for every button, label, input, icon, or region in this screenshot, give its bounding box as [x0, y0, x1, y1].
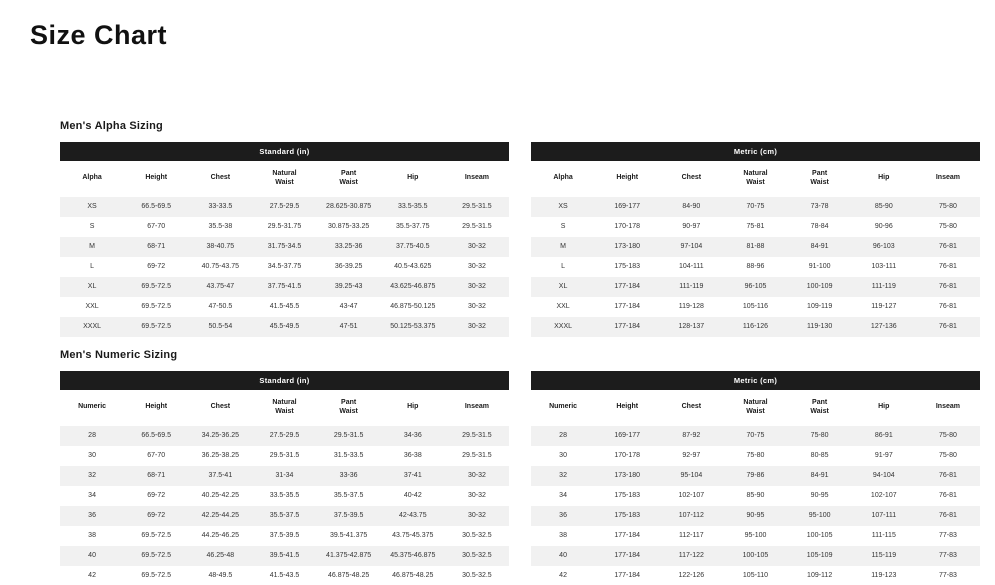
unit-header-label: Metric (cm) [531, 371, 980, 390]
measurement-cell: 116-126 [723, 317, 787, 337]
size-cell: 32 [60, 466, 124, 486]
measurement-cell: 90-97 [659, 217, 723, 237]
measurement-cell: 69-72 [124, 257, 188, 277]
measurement-cell: 177-184 [595, 277, 659, 297]
measurement-cell: 177-184 [595, 546, 659, 566]
measurement-cell: 45.5-49.5 [252, 317, 316, 337]
measurement-cell: 107-111 [852, 506, 916, 526]
table-row [531, 506, 980, 526]
measurement-cell: 37.5-39.5 [252, 526, 316, 546]
table-row [531, 426, 980, 446]
measurement-cell: 175-183 [595, 257, 659, 277]
measurement-cell: 69.5-72.5 [124, 277, 188, 297]
measurement-cell: 42-43.75 [381, 506, 445, 526]
measurement-cell: 105-109 [788, 546, 852, 566]
measurement-cell: 30-32 [445, 506, 509, 526]
table-row [531, 297, 980, 317]
measurement-cell: 104-111 [659, 257, 723, 277]
table-row [60, 466, 509, 486]
measurement-cell: 173-180 [595, 466, 659, 486]
measurement-cell: 105-116 [723, 297, 787, 317]
measurement-cell: 70-75 [723, 197, 787, 217]
table-metric-cm [531, 371, 980, 585]
measurement-cell: 40-42 [381, 486, 445, 506]
size-cell: XXL [531, 297, 595, 317]
size-cell: M [531, 237, 595, 257]
measurement-cell: 40.5-43.625 [381, 257, 445, 277]
table-row [60, 257, 509, 277]
table-standard-in [60, 142, 509, 337]
measurement-cell: 177-184 [595, 566, 659, 585]
column-header: Chest [188, 390, 252, 426]
measurement-cell: 76-81 [916, 257, 980, 277]
measurement-cell: 75-81 [723, 217, 787, 237]
measurement-cell: 75-80 [916, 426, 980, 446]
measurement-cell: 87-92 [659, 426, 723, 446]
measurement-cell: 90-96 [852, 217, 916, 237]
measurement-cell: 173-180 [595, 237, 659, 257]
measurement-cell: 103-111 [852, 257, 916, 277]
measurement-cell: 40.75-43.75 [188, 257, 252, 277]
table-row [531, 566, 980, 585]
measurement-cell: 177-184 [595, 297, 659, 317]
measurement-cell: 95-100 [723, 526, 787, 546]
measurement-cell: 86-91 [852, 426, 916, 446]
column-header: Numeric [531, 390, 595, 426]
measurement-cell: 31.75-34.5 [252, 237, 316, 257]
measurement-cell: 29.5-31.5 [445, 426, 509, 446]
table-row [60, 486, 509, 506]
size-cell: 28 [531, 426, 595, 446]
column-header: Inseam [445, 390, 509, 426]
size-table [531, 142, 980, 337]
measurement-cell: 36.25-38.25 [188, 446, 252, 466]
measurement-cell: 73-78 [788, 197, 852, 217]
measurement-cell: 80-85 [788, 446, 852, 466]
column-header-row [531, 390, 980, 426]
table-row [60, 446, 509, 466]
measurement-cell: 90-95 [723, 506, 787, 526]
measurement-cell: 96-105 [723, 277, 787, 297]
measurement-cell: 70-75 [723, 426, 787, 446]
measurement-cell: 30-32 [445, 317, 509, 337]
table-row [531, 217, 980, 237]
measurement-cell: 111-115 [852, 526, 916, 546]
column-header: Natural Waist [723, 390, 787, 426]
column-header: Hip [381, 390, 445, 426]
measurement-cell: 102-107 [852, 486, 916, 506]
table-row [531, 277, 980, 297]
measurement-cell: 117-122 [659, 546, 723, 566]
measurement-cell: 78-84 [788, 217, 852, 237]
measurement-cell: 96-103 [852, 237, 916, 257]
measurement-cell: 45.375-46.875 [381, 546, 445, 566]
column-header: Natural Waist [252, 161, 316, 197]
measurement-cell: 39.25-43 [317, 277, 381, 297]
measurement-cell: 68-71 [124, 466, 188, 486]
measurement-cell: 46.875-50.125 [381, 297, 445, 317]
column-header: Height [124, 390, 188, 426]
measurement-cell: 75-80 [723, 446, 787, 466]
measurement-cell: 48-49.5 [188, 566, 252, 585]
size-cell: XS [531, 197, 595, 217]
size-cell: XL [60, 277, 124, 297]
measurement-cell: 170-178 [595, 217, 659, 237]
measurement-cell: 30-32 [445, 257, 509, 277]
measurement-cell: 170-178 [595, 446, 659, 466]
unit-header-row [531, 371, 980, 390]
table-body [60, 197, 509, 337]
size-cell: 32 [531, 466, 595, 486]
measurement-cell: 46.875-48.25 [381, 566, 445, 585]
size-cell: S [60, 217, 124, 237]
column-header: Natural Waist [723, 161, 787, 197]
measurement-cell: 84-90 [659, 197, 723, 217]
table-body [531, 426, 980, 585]
measurement-cell: 35.5-38 [188, 217, 252, 237]
measurement-cell: 119-127 [852, 297, 916, 317]
measurement-cell: 37-41 [381, 466, 445, 486]
column-header: Natural Waist [252, 390, 316, 426]
size-cell: XXXL [60, 317, 124, 337]
table-row [531, 546, 980, 566]
section-mens-alpha-sizing [60, 120, 980, 337]
table-row [60, 426, 509, 446]
measurement-cell: 43.75-45.375 [381, 526, 445, 546]
measurement-cell: 36-38 [381, 446, 445, 466]
column-header: Height [595, 390, 659, 426]
size-table [60, 142, 509, 337]
unit-header-label: Metric (cm) [531, 142, 980, 161]
measurement-cell: 30.875-33.25 [317, 217, 381, 237]
measurement-cell: 36-39.25 [317, 257, 381, 277]
measurement-cell: 77-83 [916, 526, 980, 546]
table-row [531, 197, 980, 217]
measurement-cell: 77-83 [916, 546, 980, 566]
measurement-cell: 119-130 [788, 317, 852, 337]
measurement-cell: 97-104 [659, 237, 723, 257]
measurement-cell: 76-81 [916, 297, 980, 317]
measurement-cell: 107-112 [659, 506, 723, 526]
table-row [531, 237, 980, 257]
measurement-cell: 34-36 [381, 426, 445, 446]
measurement-cell: 29.5-31.5 [445, 217, 509, 237]
measurement-cell: 43.625-46.875 [381, 277, 445, 297]
measurement-cell: 30.5-32.5 [445, 546, 509, 566]
measurement-cell: 75-80 [916, 446, 980, 466]
table-body [531, 197, 980, 337]
size-cell: L [60, 257, 124, 277]
column-header: Chest [188, 161, 252, 197]
size-cell: M [60, 237, 124, 257]
measurement-cell: 112-117 [659, 526, 723, 546]
measurement-cell: 33.25-36 [317, 237, 381, 257]
measurement-cell: 91-97 [852, 446, 916, 466]
size-cell: 36 [531, 506, 595, 526]
measurement-cell: 76-81 [916, 317, 980, 337]
table-standard-in [60, 371, 509, 585]
measurement-cell: 34.25-36.25 [188, 426, 252, 446]
measurement-cell: 37.75-40.5 [381, 237, 445, 257]
measurement-cell: 127-136 [852, 317, 916, 337]
size-cell: XS [60, 197, 124, 217]
measurement-cell: 85-90 [723, 486, 787, 506]
measurement-cell: 40.25-42.25 [188, 486, 252, 506]
measurement-cell: 66.5-69.5 [124, 197, 188, 217]
table-metric-cm [531, 142, 980, 337]
measurement-cell: 43-47 [317, 297, 381, 317]
column-header-row [60, 390, 509, 426]
measurement-cell: 41.5-45.5 [252, 297, 316, 317]
table-row [531, 486, 980, 506]
measurement-cell: 76-81 [916, 466, 980, 486]
table-row [60, 506, 509, 526]
measurement-cell: 30-32 [445, 237, 509, 257]
measurement-cell: 77-83 [916, 566, 980, 585]
table-row [60, 566, 509, 585]
tables-row [60, 142, 980, 337]
measurement-cell: 79-86 [723, 466, 787, 486]
measurement-cell: 75-80 [788, 426, 852, 446]
measurement-cell: 46.25-48 [188, 546, 252, 566]
table-row [531, 526, 980, 546]
measurement-cell: 76-81 [916, 237, 980, 257]
measurement-cell: 84-91 [788, 466, 852, 486]
measurement-cell: 105-110 [723, 566, 787, 585]
measurement-cell: 95-100 [788, 506, 852, 526]
unit-header-label: Standard (in) [60, 142, 509, 161]
measurement-cell: 30.5-32.5 [445, 566, 509, 585]
size-cell: 40 [60, 546, 124, 566]
measurement-cell: 102-107 [659, 486, 723, 506]
measurement-cell: 29.5-31.75 [252, 217, 316, 237]
size-cell: 38 [60, 526, 124, 546]
measurement-cell: 30-32 [445, 466, 509, 486]
measurement-cell: 100-105 [788, 526, 852, 546]
column-header: Inseam [916, 161, 980, 197]
size-cell: XXXL [531, 317, 595, 337]
measurement-cell: 39.5-41.375 [317, 526, 381, 546]
measurement-cell: 111-119 [659, 277, 723, 297]
size-cell: XL [531, 277, 595, 297]
measurement-cell: 29.5-31.5 [445, 446, 509, 466]
measurement-cell: 76-81 [916, 486, 980, 506]
section-title: Men's Alpha Sizing [60, 120, 163, 132]
measurement-cell: 47-51 [317, 317, 381, 337]
measurement-cell: 42.25-44.25 [188, 506, 252, 526]
measurement-cell: 35.5-37.5 [252, 506, 316, 526]
measurement-cell: 27.5-29.5 [252, 426, 316, 446]
column-header: Inseam [445, 161, 509, 197]
size-cell: XXL [60, 297, 124, 317]
size-cell: 36 [60, 506, 124, 526]
measurement-cell: 75-80 [916, 217, 980, 237]
column-header: Hip [852, 390, 916, 426]
measurement-cell: 88-96 [723, 257, 787, 277]
column-header: Inseam [916, 390, 980, 426]
unit-header-row [60, 371, 509, 390]
measurement-cell: 50.5-54 [188, 317, 252, 337]
column-header: Hip [852, 161, 916, 197]
table-row [60, 277, 509, 297]
measurement-cell: 29.5-31.5 [445, 197, 509, 217]
size-cell: 28 [60, 426, 124, 446]
measurement-cell: 69.5-72.5 [124, 546, 188, 566]
measurement-cell: 109-112 [788, 566, 852, 585]
measurement-cell: 92-97 [659, 446, 723, 466]
column-header: Pant Waist [317, 390, 381, 426]
measurement-cell: 31-34 [252, 466, 316, 486]
measurement-cell: 67-70 [124, 217, 188, 237]
size-cell: 34 [60, 486, 124, 506]
measurement-cell: 44.25-46.25 [188, 526, 252, 546]
measurement-cell: 69.5-72.5 [124, 317, 188, 337]
tables-row [60, 371, 980, 585]
measurement-cell: 69.5-72.5 [124, 526, 188, 546]
size-cell: 30 [531, 446, 595, 466]
measurement-cell: 76-81 [916, 506, 980, 526]
measurement-cell: 69-72 [124, 506, 188, 526]
measurement-cell: 30-32 [445, 297, 509, 317]
size-table [60, 371, 509, 585]
measurement-cell: 115-119 [852, 546, 916, 566]
measurement-cell: 47-50.5 [188, 297, 252, 317]
measurement-cell: 75-80 [916, 197, 980, 217]
measurement-cell: 29.5-31.5 [317, 426, 381, 446]
measurement-cell: 37.5-39.5 [317, 506, 381, 526]
measurement-cell: 66.5-69.5 [124, 426, 188, 446]
measurement-cell: 29.5-31.5 [252, 446, 316, 466]
measurement-cell: 35.5-37.5 [317, 486, 381, 506]
table-body [60, 426, 509, 585]
measurement-cell: 67-70 [124, 446, 188, 466]
measurement-cell: 91-100 [788, 257, 852, 277]
size-cell: L [531, 257, 595, 277]
unit-header-row [60, 142, 509, 161]
column-header: Hip [381, 161, 445, 197]
column-header: Numeric [60, 390, 124, 426]
measurement-cell: 30-32 [445, 486, 509, 506]
size-cell: S [531, 217, 595, 237]
table-row [60, 217, 509, 237]
table-row [60, 197, 509, 217]
measurement-cell: 38-40.75 [188, 237, 252, 257]
measurement-cell: 177-184 [595, 526, 659, 546]
size-cell: 42 [60, 566, 124, 585]
measurement-cell: 33.5-35.5 [252, 486, 316, 506]
table-row [531, 446, 980, 466]
measurement-cell: 41.5-43.5 [252, 566, 316, 585]
unit-header-row [531, 142, 980, 161]
measurement-cell: 175-183 [595, 506, 659, 526]
column-header: Pant Waist [317, 161, 381, 197]
table-row [531, 317, 980, 337]
section-title: Men's Numeric Sizing [60, 349, 178, 361]
measurement-cell: 177-184 [595, 317, 659, 337]
column-header: Pant Waist [788, 161, 852, 197]
measurement-cell: 35.5-37.75 [381, 217, 445, 237]
size-cell: 30 [60, 446, 124, 466]
measurement-cell: 100-109 [788, 277, 852, 297]
column-header-row [60, 161, 509, 197]
column-header-row [531, 161, 980, 197]
page-title: Size Chart [30, 20, 168, 50]
unit-header-label: Standard (in) [60, 371, 509, 390]
measurement-cell: 50.125-53.375 [381, 317, 445, 337]
measurement-cell: 119-128 [659, 297, 723, 317]
measurement-cell: 28.625-30.875 [317, 197, 381, 217]
measurement-cell: 175-183 [595, 486, 659, 506]
measurement-cell: 69.5-72.5 [124, 566, 188, 585]
measurement-cell: 122-126 [659, 566, 723, 585]
measurement-cell: 90-95 [788, 486, 852, 506]
measurement-cell: 76-81 [916, 277, 980, 297]
table-row [60, 546, 509, 566]
size-cell: 34 [531, 486, 595, 506]
measurement-cell: 69-72 [124, 486, 188, 506]
measurement-cell: 46.875-48.25 [317, 566, 381, 585]
measurement-cell: 27.5-29.5 [252, 197, 316, 217]
measurement-cell: 109-119 [788, 297, 852, 317]
measurement-cell: 100-105 [723, 546, 787, 566]
measurement-cell: 84-91 [788, 237, 852, 257]
measurement-cell: 68-71 [124, 237, 188, 257]
measurement-cell: 94-104 [852, 466, 916, 486]
measurement-cell: 34.5-37.75 [252, 257, 316, 277]
measurement-cell: 37.75-41.5 [252, 277, 316, 297]
table-row [60, 526, 509, 546]
size-cell: 40 [531, 546, 595, 566]
column-header: Pant Waist [788, 390, 852, 426]
table-row [531, 257, 980, 277]
table-row [60, 297, 509, 317]
measurement-cell: 69.5-72.5 [124, 297, 188, 317]
measurement-cell: 39.5-41.5 [252, 546, 316, 566]
measurement-cell: 41.375-42.875 [317, 546, 381, 566]
column-header: Height [124, 161, 188, 197]
column-header: Chest [659, 390, 723, 426]
measurement-cell: 33.5-35.5 [381, 197, 445, 217]
column-header: Chest [659, 161, 723, 197]
table-row [531, 466, 980, 486]
measurement-cell: 95-104 [659, 466, 723, 486]
measurement-cell: 128-137 [659, 317, 723, 337]
table-row [60, 237, 509, 257]
measurement-cell: 33-36 [317, 466, 381, 486]
column-header: Alpha [60, 161, 124, 197]
measurement-cell: 81-88 [723, 237, 787, 257]
measurement-cell: 30.5-32.5 [445, 526, 509, 546]
measurement-cell: 169-177 [595, 197, 659, 217]
measurement-cell: 111-119 [852, 277, 916, 297]
size-cell: 42 [531, 566, 595, 585]
column-header: Height [595, 161, 659, 197]
measurement-cell: 33-33.5 [188, 197, 252, 217]
table-row [60, 317, 509, 337]
measurement-cell: 43.75-47 [188, 277, 252, 297]
measurement-cell: 30-32 [445, 277, 509, 297]
measurement-cell: 85-90 [852, 197, 916, 217]
size-cell: 38 [531, 526, 595, 546]
measurement-cell: 37.5-41 [188, 466, 252, 486]
measurement-cell: 119-123 [852, 566, 916, 585]
section-mens-numeric-sizing [60, 349, 980, 585]
column-header: Alpha [531, 161, 595, 197]
size-table [531, 371, 980, 585]
measurement-cell: 169-177 [595, 426, 659, 446]
measurement-cell: 31.5-33.5 [317, 446, 381, 466]
